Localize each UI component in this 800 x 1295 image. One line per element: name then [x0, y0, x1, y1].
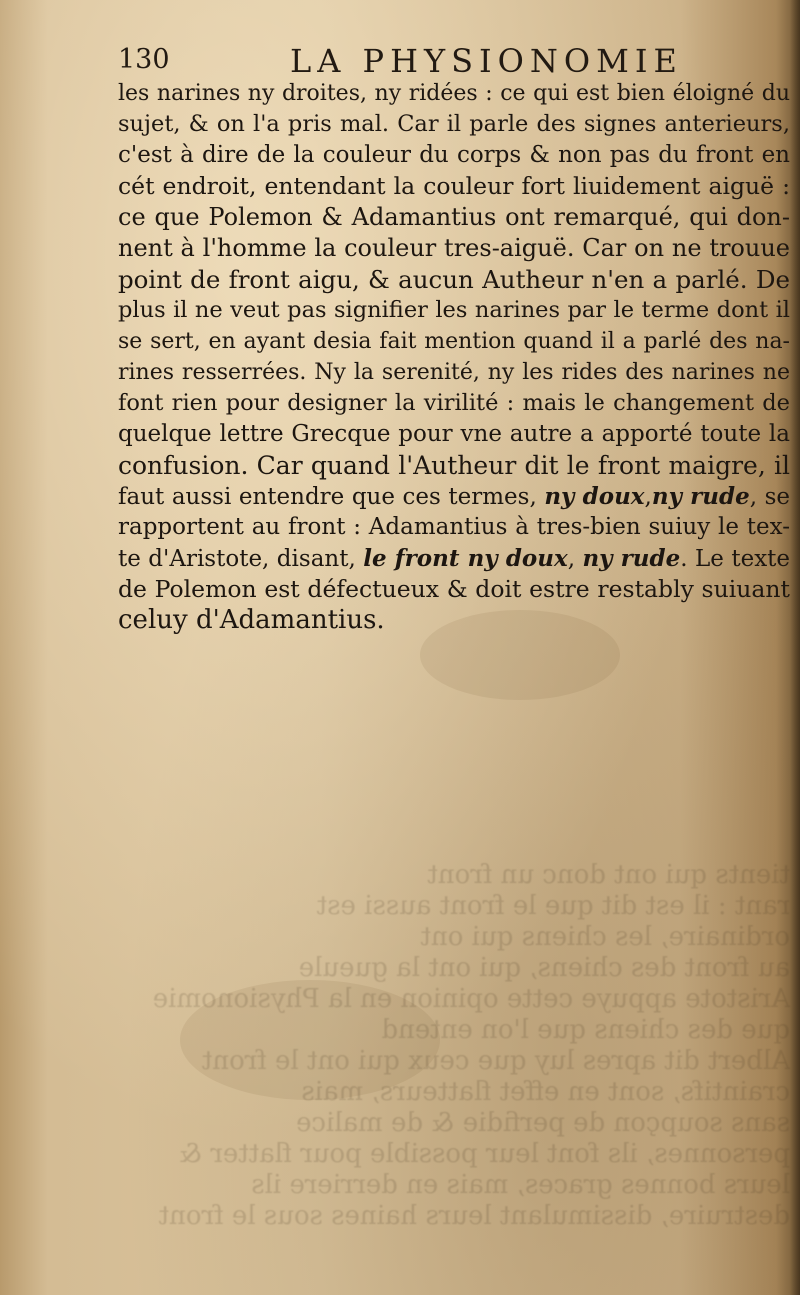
text-line: c'est à dire de la couleur du corps & non pas du front en [118, 142, 790, 168]
page-edge-shadow [790, 0, 800, 1295]
body-text [118, 78, 790, 636]
text-segment: , [644, 484, 652, 510]
bleed-through-text: tients qui ont donc un front rant : il est dit que le front aussi est ordinaire, les chiens qui ont au front des chiens, qui ont la gueule Aristote appuye cette opinion en la Physionomie que des chiens que l'on entend Albert dit apres luy que ceux qui ont le front craintifs, sont en effet flatteurs, mais sans soupçon de perfidie & de malice personnes, ils font leur possible pour flatter & leurs bonnes graces, mais en derriere ils destruire, dissimulant leurs haines sous le front [152, 860, 790, 1231]
text-line: point de front aigu, & aucun Autheur n'en a parlé. De [118, 265, 790, 294]
page-number: 130 [118, 44, 170, 75]
text-line: celuy d'Adamantius. [118, 605, 385, 635]
text-line: font rien pour designer la virilité : mais le changement de [118, 390, 790, 416]
text-line-with-italics [118, 543, 790, 574]
text-line: rines resserrées. Ny la serenité, ny les rides des narines ne [118, 360, 790, 385]
text-line: confusion. Car quand l'Autheur dit le front maigre, il [118, 451, 790, 480]
italic-phrase: le front ny doux [363, 545, 568, 572]
text-line: cét endroit, entendant la couleur fort liuidement aiguë : [118, 172, 790, 200]
italic-phrase: ny doux [544, 483, 645, 510]
italic-phrase: ny rude [651, 483, 750, 510]
italic-phrase: ny rude [582, 545, 681, 572]
text-line: rapportent au front : Adamantius à tres-bien suiuy le tex- [118, 514, 790, 540]
text-segment: te d'Aristote, disant, [118, 546, 356, 572]
text-line: ce que Polemon & Adamantius ont remarqué, qui don- [118, 203, 790, 231]
text-segment: . Le texte [680, 546, 791, 572]
text-line: plus il ne veut pas signifier les narines par le terme dont il [118, 297, 790, 323]
text-segment: , se [749, 484, 791, 510]
text-line-with-italics [118, 481, 790, 512]
text-line: les narines ny droites, ny ridées : ce qui est bien éloigné du [118, 81, 790, 106]
text-line: nent à l'homme la couleur tres-aiguë. Car on ne trouue [118, 234, 790, 262]
text-segment: faut aussi entendre que ces termes, [118, 484, 537, 510]
page-header [118, 42, 778, 78]
text-line: se sert, en ayant desia fait mention quand il a parlé des na- [118, 329, 790, 354]
text-line: sujet, & on l'a pris mal. Car il parle des signes anterieurs, [118, 111, 790, 137]
text-line: de Polemon est défectueux & doit estre restably suiuant [118, 575, 790, 603]
text-line: quelque lettre Grecque pour vne autre a apporté toute la [118, 421, 790, 447]
running-head: LA PHYSIONOMIE [290, 42, 683, 80]
text-segment: , [567, 546, 575, 572]
